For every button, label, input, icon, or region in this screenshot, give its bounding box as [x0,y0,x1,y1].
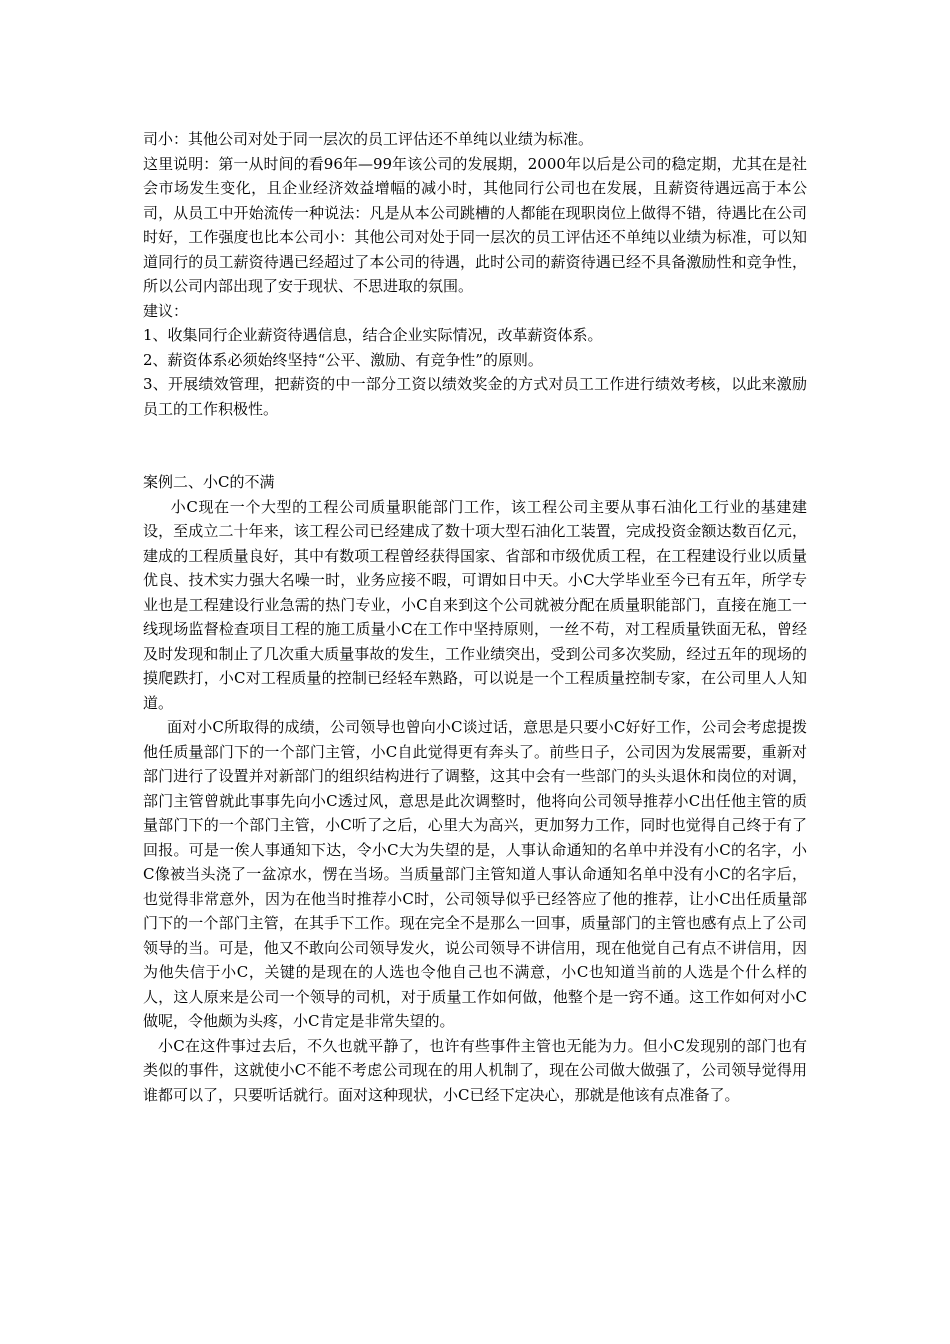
case-paragraph-1: 小C现在一个大型的工程公司质量职能部门工作，该工程公司主要从事石油化工行业的基建建设，至成立二十年来，该工程公司已经建成了数十项大型石油化工装置，完成投资金额达数百亿元，建成的工程质量良好，其中有数项工程曾经获得国家、省部和市级优质工程，在工程建设行业以质量优良、技术实力强大名噪一时，业务应接不暇，可谓如日中天。小C大学毕业至今已有五年，所学专业也是工程建设行业急需的热门专业，小C自来到这个公司就被分配在质量职能部门，直接在施工一线现场监督检查项目工程的施工质量小C在工作中坚持原则，一丝不苟，对工程质量铁面无私，曾经及时发现和制止了几次重大质量事故的发生，工作业绩突出，受到公司多次奖励，经过五年的现场的摸爬跌打，小C对工程质量的控制已经轻车熟路，可以说是一个工程质量控制专家，在公司里人人知道。 [143,497,807,712]
case-paragraph-2: 面对小C所取得的成绩，公司领导也曾向小C谈过话，意思是只要小C好好工作，公司会考虑提拨他任质量部门下的一个部门主管，小C自此觉得更有奔头了。前些日子，公司因为发展需要，重新对部门进行了设置并对新部门的组织结构进行了调整，这其中会有一些部门的头头退休和岗位的对调，部门主管曾就此事事先向小C透过风，意思是此次调整时，他将向公司领导推荐小C出任他主管的质量部门下的一个部门主管，小C听了之后，心里大为高兴，更加努力工作，同时也觉得自己终于有了回报。可是一俟人事通知下达，令小C大为失望的是，人事认命通知的名单中并没有小C的名字，小C像被当头浇了一盆凉水，愣在当场。当质量部门主管知道人事认命通知名单中没有小C的名字后，也觉得非常意外，因为在他当时推荐小C时，公司领导似乎已经答应了他的推荐，让小C出任质量部门下的一个部门主管，在其手下工作。现在完全不是那么一回事，质量部门的主管也感有点上了公司领导的当。可是，他又不敢向公司领导发火，说公司领导不讲信用，现在他觉自己有点不讲信用，因为他失信于小C，关键的是现在的人选也令他自己也不满意，小C也知道当前的人选是个什么样的人，这人原来是公司一个领导的司机，对于质量工作如何做，他整个是一窍不通。这工作如何对小C做呢，令他颇为头疼，小C肯定是非常失望的。 [143,718,807,1030]
explanation-paragraph: 这里说明：第一从时间的看96年—99年该公司的发展期，2000年以后是公司的稳定期，尤其在是社会市场发生变化，且企业经济效益增幅的减小时，其他同行公司也在发展，且薪资待遇远高于本公司，从员工中开始流传一种说法：凡是从本公司跳槽的人都能在现职岗位上做得不错，待遇比在公司时好，工作强度也比本公司小：其他公司对处于同一层次的员工评估还不单纯以业绩为标准，可以知道同行的员工薪资待遇已经超过了本公司的待遇，此时公司的薪资待遇已经不具备激励性和竞争性，所以公司内部出现了安于现状、不思进取的氛围。 [143,154,807,295]
intro-line: 司小：其他公司对处于同一层次的员工评估还不单纯以业绩为标准。 [143,130,594,148]
suggestion-heading: 建议： [143,301,189,320]
suggestion-item-3: 3、开展绩效管理，把薪资的中一部分工资以绩效奖金的方式对员工工作进行绩效考核，以此来激励员工的工作积极性。 [143,375,807,418]
document-body [143,127,807,1107]
section-spacer [143,421,807,470]
suggestion-item-2: 2、薪资体系必须始终坚持“公平、激励、有竞争性”的原则。 [143,350,543,369]
case-title: 案例二、小C的不满 [143,473,275,491]
case-paragraph-3: 小C在这件事过去后，不久也就平静了，也许有些事件主管也无能为力。但小C发现别的部门也有类似的事件，这就使小C不能不考虑公司现在的用人机制了，现在公司做大做强了，公司领导觉得用谁都可以了，只要听话就行。面对这种现状，小C已经下定决心，那就是他该有点准备了。 [143,1036,807,1104]
suggestion-item-1: 1、收集同行企业薪资待遇信息，结合企业实际情况，改革薪资体系。 [143,326,603,344]
